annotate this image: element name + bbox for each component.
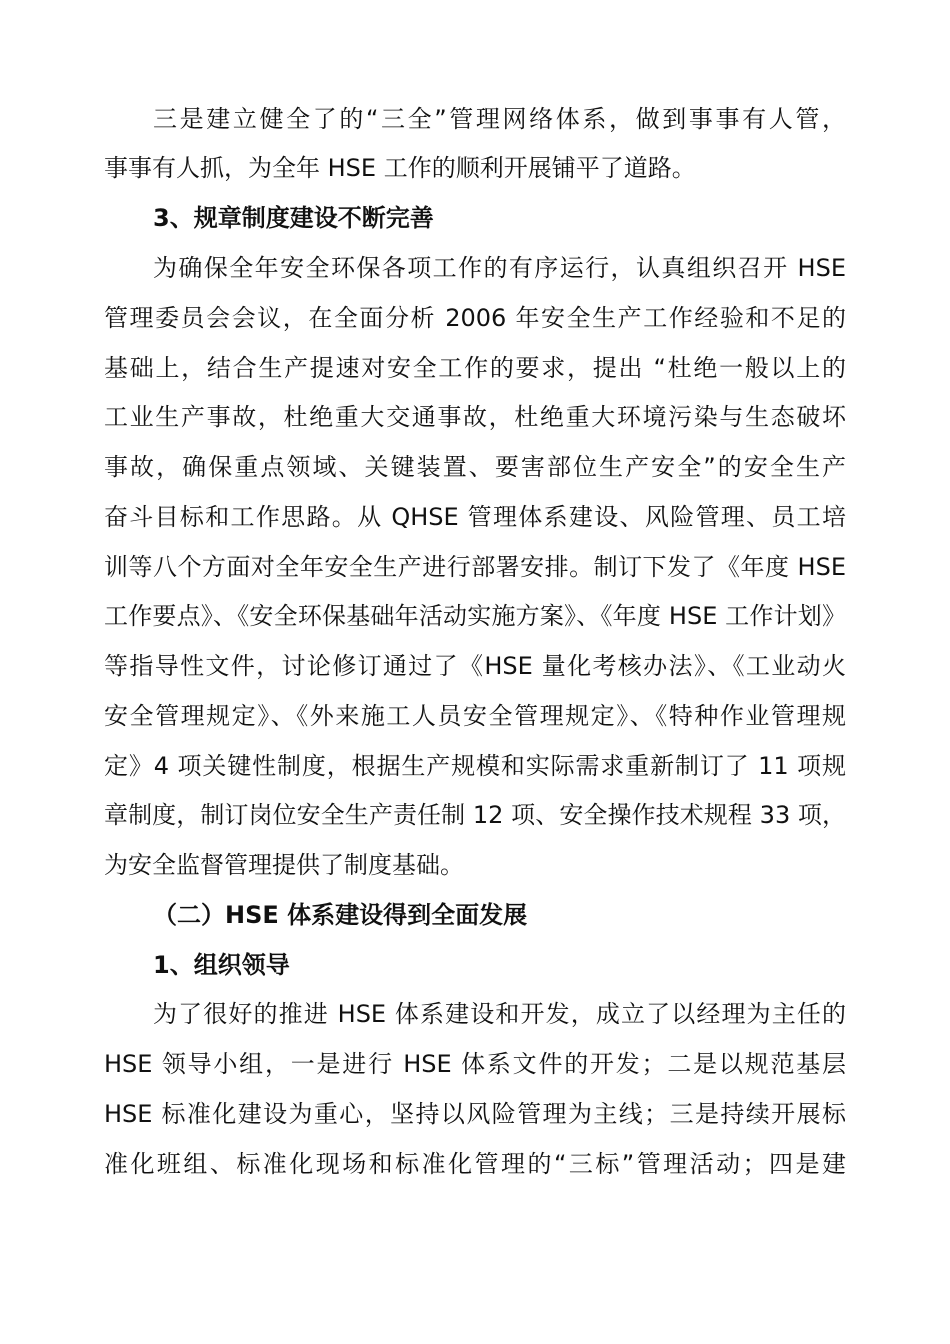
paragraph-line: 为了很好的推进 HSE 体系建设和开发，成立了以经理为主任的 (153, 1000, 846, 1028)
section-heading: 3、规章制度建设不断完善 (153, 204, 434, 232)
paragraph-line: 等指导性文件，讨论修订通过了《HSE 量化考核办法》、《工业动火 (104, 652, 846, 680)
paragraph-line: 工作要点》、《安全环保基础年活动实施方案》、《年度 HSE 工作计划》 (104, 602, 846, 630)
paragraph-line: 为确保全年安全环保各项工作的有序运行，认真组织召开 HSE (153, 254, 846, 282)
paragraph-line: 事故，确保重点领域、关键装置、要害部位生产安全”的安全生产 (104, 453, 846, 481)
paragraph-line: 事事有人抓，为全年 HSE 工作的顺利开展铺平了道路。 (104, 154, 696, 182)
paragraph-line: 安全管理规定》、《外来施工人员安全管理规定》、《特种作业管理规 (104, 702, 846, 730)
paragraph-line: 训等八个方面对全年安全生产进行部署安排。制订下发了《年度 HSE (104, 553, 846, 581)
paragraph-line: 准化班组、标准化现场和标准化管理的“三标”管理活动；四是建 (104, 1150, 846, 1178)
paragraph-line: 章制度，制订岗位安全生产责任制 12 项、安全操作技术规程 33 项， (104, 801, 846, 829)
paragraph-line: 三是建立健全了的“三全”管理网络体系，做到事事有人管， (153, 105, 846, 133)
paragraph-line: 工业生产事故，杜绝重大交通事故，杜绝重大环境污染与生态破坏 (104, 403, 846, 431)
paragraph-line: 基础上，结合生产提速对安全工作的要求，提出 “杜绝一般以上的 (104, 354, 846, 382)
paragraph-line: 定》4 项关键性制度，根据生产规模和实际需求重新制订了 11 项规 (104, 752, 846, 780)
subsection-heading: 1、组织领导 (153, 951, 290, 979)
paragraph-line: HSE 领导小组，一是进行 HSE 体系文件的开发；二是以规范基层 (104, 1050, 846, 1078)
paragraph-line: 管理委员会会议，在全面分析 2006 年安全生产工作经验和不足的 (104, 304, 846, 332)
paragraph-line: HSE 标准化建设为重心，坚持以风险管理为主线；三是持续开展标 (104, 1100, 846, 1128)
section-heading: （二）HSE 体系建设得到全面发展 (153, 901, 528, 929)
paragraph-line: 奋斗目标和工作思路。从 QHSE 管理体系建设、风险管理、员工培 (104, 503, 846, 531)
paragraph-line: 为安全监督管理提供了制度基础。 (104, 851, 464, 879)
